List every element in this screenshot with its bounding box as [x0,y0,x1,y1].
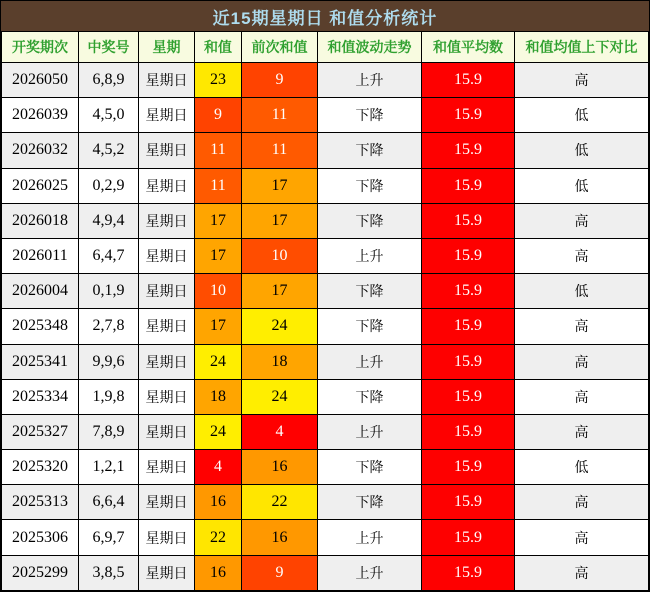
sum-cell: 10 [195,274,242,309]
compare-cell: 高 [515,238,649,273]
period-cell: 2026011 [2,238,79,273]
prev-sum-cell: 16 [242,520,318,555]
col-header-numbers: 中奖号 [79,32,139,63]
trend-cell: 下降 [318,309,422,344]
prev-sum-cell: 17 [242,168,318,203]
trend-cell: 下降 [318,98,422,133]
prev-sum-cell: 4 [242,414,318,449]
trend-cell: 下降 [318,168,422,203]
table-row [2,274,649,309]
table-row [2,63,649,98]
winning-numbers-cell: 6,4,7 [79,238,139,273]
table-row [2,98,649,133]
average-cell: 15.9 [422,520,515,555]
period-cell: 2025327 [2,414,79,449]
col-header-trend: 和值波动走势 [318,32,422,63]
average-cell: 15.9 [422,450,515,485]
prev-sum-cell: 22 [242,485,318,520]
col-header-compare: 和值均值上下对比 [515,32,649,63]
average-cell: 15.9 [422,274,515,309]
winning-numbers-cell: 4,5,2 [79,133,139,168]
sum-cell: 17 [195,238,242,273]
winning-numbers-cell: 2,7,8 [79,309,139,344]
winning-numbers-cell: 1,9,8 [79,379,139,414]
winning-numbers-cell: 1,2,1 [79,450,139,485]
average-cell: 15.9 [422,133,515,168]
sum-cell: 17 [195,309,242,344]
sum-cell: 11 [195,133,242,168]
period-cell: 2026039 [2,98,79,133]
table-row [2,520,649,555]
weekday-cell: 星期日 [139,520,195,555]
period-cell: 2026025 [2,168,79,203]
period-cell: 2026004 [2,274,79,309]
winning-numbers-cell: 7,8,9 [79,414,139,449]
compare-cell: 低 [515,168,649,203]
compare-cell: 高 [515,344,649,379]
weekday-cell: 星期日 [139,133,195,168]
sum-cell: 24 [195,344,242,379]
weekday-cell: 星期日 [139,450,195,485]
prev-sum-cell: 9 [242,63,318,98]
trend-cell: 下降 [318,379,422,414]
sum-cell: 4 [195,450,242,485]
average-cell: 15.9 [422,555,515,590]
sum-cell: 24 [195,414,242,449]
prev-sum-cell: 24 [242,309,318,344]
weekday-cell: 星期日 [139,98,195,133]
winning-numbers-cell: 0,1,9 [79,274,139,309]
sum-cell: 17 [195,203,242,238]
col-header-sum: 和值 [195,32,242,63]
winning-numbers-cell: 6,8,9 [79,63,139,98]
compare-cell: 高 [515,379,649,414]
prev-sum-cell: 10 [242,238,318,273]
prev-sum-cell: 18 [242,344,318,379]
trend-cell: 上升 [318,238,422,273]
weekday-cell: 星期日 [139,379,195,414]
compare-cell: 低 [515,274,649,309]
period-cell: 2026032 [2,133,79,168]
col-header-average: 和值平均数 [422,32,515,63]
weekday-cell: 星期日 [139,309,195,344]
period-cell: 2025313 [2,485,79,520]
col-header-weekday: 星期 [139,32,195,63]
weekday-cell: 星期日 [139,203,195,238]
average-cell: 15.9 [422,203,515,238]
trend-cell: 上升 [318,63,422,98]
average-cell: 15.9 [422,414,515,449]
winning-numbers-cell: 0,2,9 [79,168,139,203]
average-cell: 15.9 [422,485,515,520]
header-row [2,32,649,63]
sum-cell: 23 [195,63,242,98]
table-row [2,379,649,414]
period-cell: 2025306 [2,520,79,555]
average-cell: 15.9 [422,168,515,203]
trend-cell: 下降 [318,485,422,520]
compare-cell: 高 [515,203,649,238]
average-cell: 15.9 [422,63,515,98]
weekday-cell: 星期日 [139,63,195,98]
winning-numbers-cell: 4,9,4 [79,203,139,238]
sum-cell: 16 [195,485,242,520]
period-cell: 2025334 [2,379,79,414]
weekday-cell: 星期日 [139,238,195,273]
compare-cell: 低 [515,450,649,485]
weekday-cell: 星期日 [139,485,195,520]
table-row [2,344,649,379]
trend-cell: 上升 [318,520,422,555]
compare-cell: 高 [515,485,649,520]
prev-sum-cell: 17 [242,203,318,238]
col-header-period: 开奖期次 [2,32,79,63]
prev-sum-cell: 16 [242,450,318,485]
table-row [2,450,649,485]
winning-numbers-cell: 3,8,5 [79,555,139,590]
period-cell: 2025341 [2,344,79,379]
prev-sum-cell: 24 [242,379,318,414]
page-title: 近15期星期日 和值分析统计 [1,1,649,31]
trend-cell: 下降 [318,133,422,168]
winning-numbers-cell: 4,5,0 [79,98,139,133]
weekday-cell: 星期日 [139,274,195,309]
weekday-cell: 星期日 [139,414,195,449]
table-row [2,238,649,273]
sum-cell: 22 [195,520,242,555]
prev-sum-cell: 11 [242,133,318,168]
weekday-cell: 星期日 [139,168,195,203]
average-cell: 15.9 [422,238,515,273]
sum-cell: 9 [195,98,242,133]
average-cell: 15.9 [422,344,515,379]
sum-cell: 18 [195,379,242,414]
period-cell: 2025320 [2,450,79,485]
trend-cell: 下降 [318,203,422,238]
table-row [2,203,649,238]
sum-cell: 11 [195,168,242,203]
winning-numbers-cell: 9,9,6 [79,344,139,379]
winning-numbers-cell: 6,6,4 [79,485,139,520]
trend-cell: 上升 [318,555,422,590]
period-cell: 2026018 [2,203,79,238]
col-header-prev-sum: 前次和值 [242,32,318,63]
weekday-cell: 星期日 [139,344,195,379]
trend-cell: 上升 [318,344,422,379]
trend-cell: 下降 [318,274,422,309]
table-row [2,555,649,590]
table-row [2,485,649,520]
prev-sum-cell: 9 [242,555,318,590]
prev-sum-cell: 17 [242,274,318,309]
compare-cell: 低 [515,133,649,168]
compare-cell: 高 [515,555,649,590]
table-row [2,309,649,344]
period-cell: 2025299 [2,555,79,590]
average-cell: 15.9 [422,98,515,133]
prev-sum-cell: 11 [242,98,318,133]
compare-cell: 高 [515,63,649,98]
compare-cell: 高 [515,414,649,449]
average-cell: 15.9 [422,309,515,344]
sum-cell: 16 [195,555,242,590]
table-row [2,133,649,168]
weekday-cell: 星期日 [139,555,195,590]
table-row [2,168,649,203]
period-cell: 2025348 [2,309,79,344]
trend-cell: 下降 [318,450,422,485]
compare-cell: 低 [515,98,649,133]
period-cell: 2026050 [2,63,79,98]
table-row [2,414,649,449]
average-cell: 15.9 [422,379,515,414]
analysis-table [1,31,649,591]
winning-numbers-cell: 6,9,7 [79,520,139,555]
trend-cell: 上升 [318,414,422,449]
compare-cell: 高 [515,309,649,344]
compare-cell: 高 [515,520,649,555]
